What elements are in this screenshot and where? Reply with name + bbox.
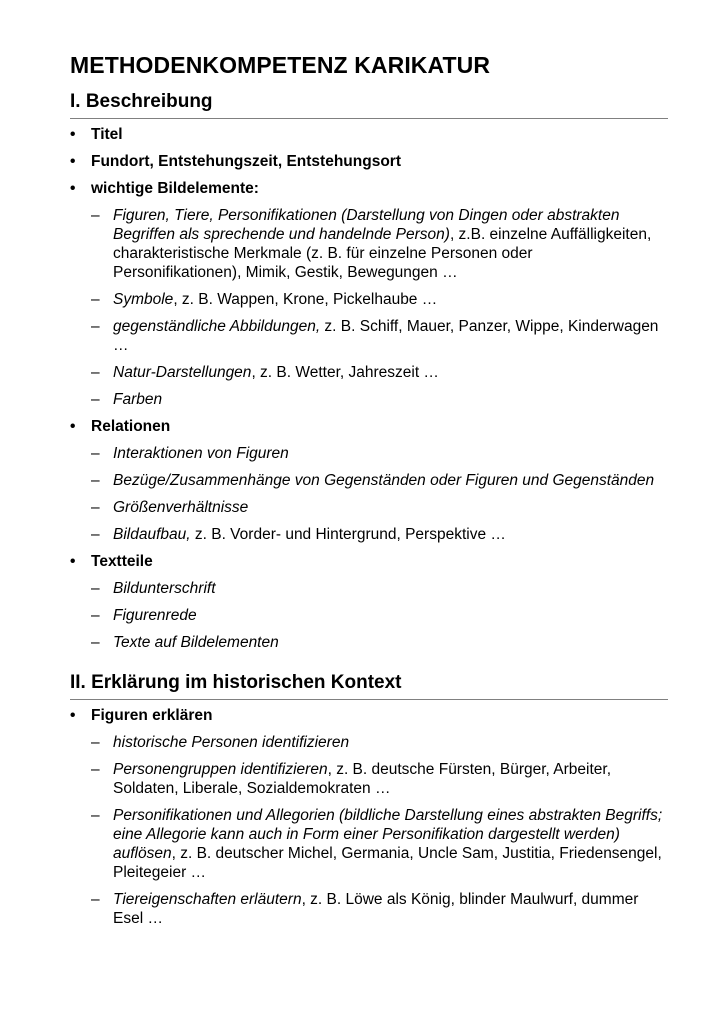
sub-item <box>91 363 665 382</box>
erklaerung-list <box>70 706 665 928</box>
relationen-sublist <box>91 444 665 544</box>
item-label: Figuren erklären <box>91 707 213 724</box>
bullet-icon: • <box>70 180 76 197</box>
list-item-textteile <box>70 552 665 652</box>
sub-item-italic: Symbole <box>113 291 174 308</box>
dash-icon: – <box>91 761 100 778</box>
sub-item-italic: Natur-Darstellungen <box>113 364 252 381</box>
textteile-sublist <box>91 579 665 652</box>
item-label: Titel <box>91 126 123 143</box>
bullet-icon: • <box>70 553 76 570</box>
dash-icon: – <box>91 607 100 624</box>
sub-item <box>91 498 665 517</box>
sub-item <box>91 890 665 928</box>
sub-item <box>91 579 665 598</box>
sub-item-italic: Figurenrede <box>113 607 197 624</box>
item-label: Relationen <box>91 418 171 435</box>
dash-icon: – <box>91 391 100 408</box>
sub-item <box>91 633 665 652</box>
bullet-icon: • <box>70 153 76 170</box>
item-label: Textteile <box>91 553 153 570</box>
section-heading-erklaerung: II. Erklärung im historischen Kontext <box>70 672 668 700</box>
sub-item <box>91 317 665 355</box>
sub-item-italic: Größenverhältnisse <box>113 499 249 516</box>
bullet-icon: • <box>70 418 76 435</box>
list-item-relationen <box>70 417 665 544</box>
sub-item-italic: Tiereigenschaften erläutern <box>113 891 302 908</box>
sub-item-italic: Personengruppen identifizieren <box>113 761 328 778</box>
sub-item-text: , z.B. einzelne Auffälligkeiten, charakteristische Merkmale (z. B. für einzelne Personen oder Personifikationen), Mimik, Gestik, Bewegungen … <box>113 226 652 281</box>
sub-item-italic: Bildaufbau, <box>113 526 191 543</box>
dash-icon: – <box>91 364 100 381</box>
sub-item-italic: Farben <box>113 391 163 408</box>
section-heading-beschreibung: I. Beschreibung <box>70 91 668 119</box>
dash-icon: – <box>91 499 100 516</box>
sub-item <box>91 606 665 625</box>
list-item-fundort <box>70 152 665 171</box>
dash-icon: – <box>91 634 100 651</box>
dash-icon: – <box>91 891 100 908</box>
sub-item <box>91 206 665 282</box>
sub-item-text: z. B. Schiff, Mauer, Panzer, Wippe, Kinderwagen … <box>113 318 659 354</box>
sub-item-italic: gegenständliche Abbildungen, <box>113 318 321 335</box>
sub-item-italic: Bezüge/Zusammenhänge von Gegenständen oder Figuren und Gegenständen <box>113 472 655 489</box>
dash-icon: – <box>91 445 100 462</box>
sub-item-italic: Personifikationen und Allegorien (bildliche Darstellung eines abstrakten Begriffs; eine Allegorie kann auch in Form einer Personifikation dargestellt werden) auflösen <box>113 807 663 862</box>
sub-item-text: , z. B. Löwe als König, blinder Maulwurf, dummer Esel … <box>113 891 639 927</box>
sub-item-text: z. B. Vorder- und Hintergrund, Perspektive … <box>190 526 506 543</box>
dash-icon: – <box>91 207 100 224</box>
dash-icon: – <box>91 318 100 335</box>
sub-item <box>91 525 665 544</box>
sub-item <box>91 760 665 798</box>
sub-item-italic: Figuren, Tiere, Personifikationen (Darstellung von Dingen oder abstrakten Begriffen als sprechende und handelnde Person) <box>113 207 620 243</box>
item-label: Fundort, Entstehungszeit, Entstehungsort <box>91 153 401 170</box>
sub-item-text: , z. B. Wappen, Krone, Pickelhaube … <box>173 291 438 308</box>
list-item-bildelemente <box>70 179 665 409</box>
item-label: wichtige Bildelemente: <box>91 180 259 197</box>
sub-item <box>91 471 665 490</box>
bildelemente-sublist <box>91 206 665 409</box>
dash-icon: – <box>91 472 100 489</box>
dash-icon: – <box>91 734 100 751</box>
sub-item-text: , z. B. deutsche Fürsten, Bürger, Arbeiter, Soldaten, Liberale, Sozialdemokraten … <box>113 761 612 797</box>
dash-icon: – <box>91 291 100 308</box>
sub-item <box>91 733 665 752</box>
dash-icon: – <box>91 807 100 824</box>
bullet-icon: • <box>70 126 76 143</box>
document-title: METHODENKOMPETENZ KARIKATUR <box>70 52 491 78</box>
sub-item-italic: Bildunterschrift <box>113 580 216 597</box>
list-item-figuren <box>70 706 665 928</box>
list-item-titel <box>70 125 665 144</box>
sub-item-text: , z. B. Wetter, Jahreszeit … <box>251 364 439 381</box>
sub-item <box>91 390 665 409</box>
beschreibung-list <box>70 125 665 652</box>
sub-item-italic: Texte auf Bildelementen <box>113 634 279 651</box>
sub-item <box>91 806 665 882</box>
bullet-icon: • <box>70 707 76 724</box>
dash-icon: – <box>91 580 100 597</box>
figuren-sublist <box>91 733 665 928</box>
sub-item <box>91 444 665 463</box>
sub-item-italic: Interaktionen von Figuren <box>113 445 289 462</box>
dash-icon: – <box>91 526 100 543</box>
sub-item <box>91 290 665 309</box>
sub-item-italic: historische Personen identifizieren <box>113 734 350 751</box>
sub-item-text: , z. B. deutscher Michel, Germania, Uncle Sam, Justitia, Friedensengel, Pleitegeier … <box>113 845 662 881</box>
